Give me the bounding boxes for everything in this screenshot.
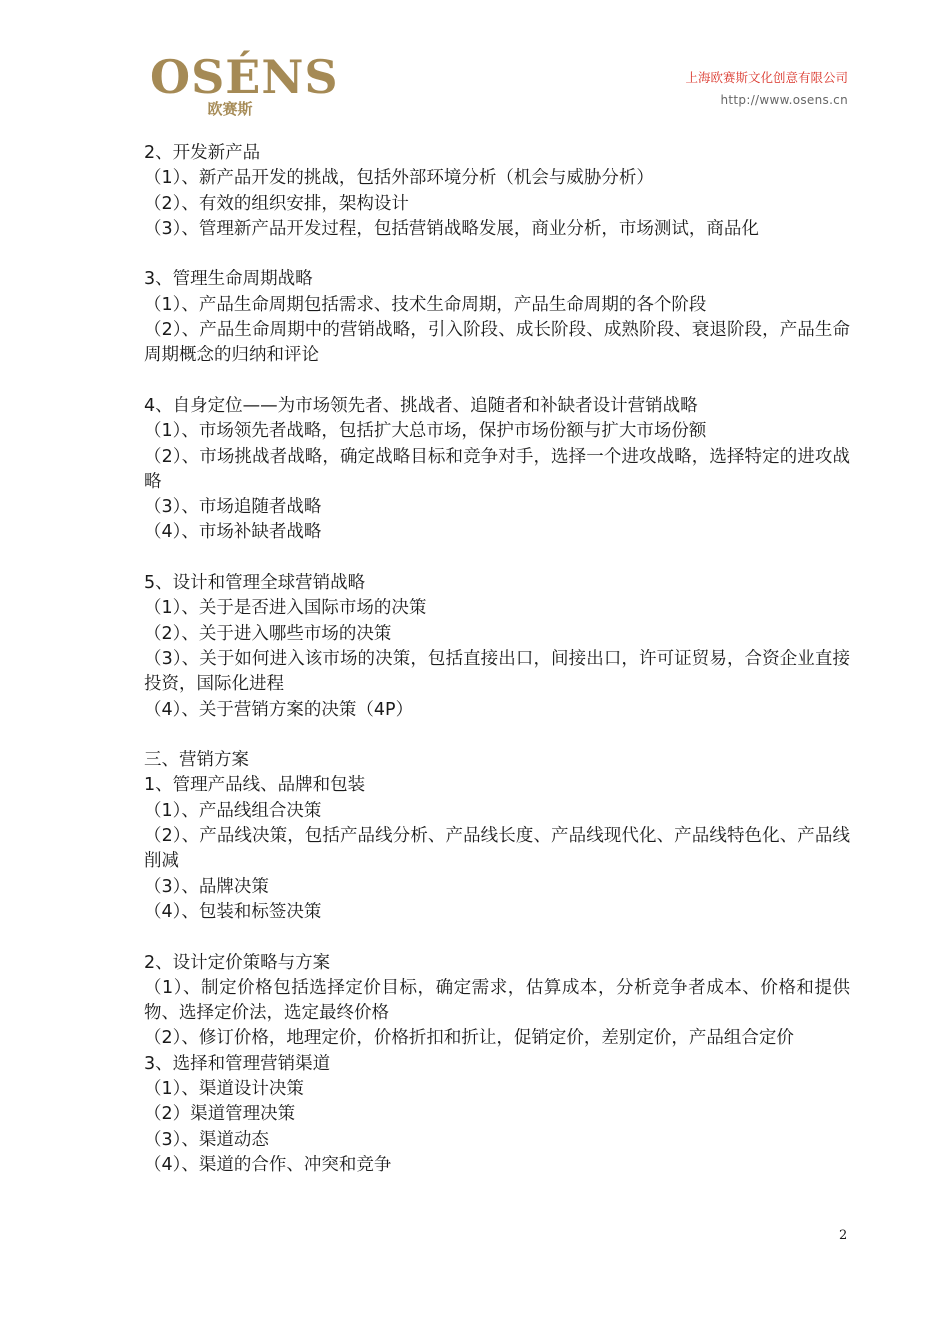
- text-line: （2）、产品线决策，包括产品线分析、产品线长度、产品线现代化、产品线特色化、产品线削减: [144, 826, 850, 872]
- text-line: （4）、市场补缺者战略: [144, 522, 322, 543]
- text-line: （1）、渠道设计决策: [144, 1078, 304, 1099]
- text-line: （2）、关于进入哪些市场的决策: [144, 623, 392, 644]
- text-line: （1）、新产品开发的挑战，包括外部环境分析（机会与威胁分析）: [144, 168, 654, 189]
- paragraph-spacer: [144, 369, 850, 394]
- text-line: （3）、渠道动态: [144, 1129, 269, 1150]
- company-name: 上海欧赛斯文化创意有限公司: [685, 70, 848, 85]
- text-line: （3）、关于如何进入该市场的决策，包括直接出口，间接出口，许可证贸易，合资企业直接投资，国际化进程: [144, 648, 850, 695]
- text-line: 2、设计定价策略与方案: [144, 952, 331, 973]
- text-line: 3、管理生命周期战略: [144, 269, 313, 290]
- company-logo: [150, 50, 339, 118]
- paragraph-spacer: [144, 242, 850, 267]
- page-number: 2: [839, 1228, 848, 1243]
- text-line: （4）、渠道的合作、冲突和竞争: [144, 1154, 392, 1175]
- text-line: （4）、关于营销方案的决策（4P）: [144, 699, 414, 720]
- company-url[interactable]: http://www.osens.cn: [720, 93, 848, 107]
- paragraph-spacer: [144, 925, 850, 950]
- text-line: （1）、产品生命周期包括需求、技术生命周期，产品生命周期的各个阶段: [144, 294, 707, 315]
- text-line: 1、管理产品线、品牌和包装: [144, 775, 366, 796]
- text-line: （2）、市场挑战者战略，确定战略目标和竞争对手，选择一个进攻战略，选择特定的进攻战略: [144, 446, 850, 492]
- text-line: （2）、产品生命周期中的营销战略，引入阶段、成长阶段、成熟阶段、衰退阶段，产品生命周期概念的归纳和评论: [144, 320, 850, 366]
- text-line: （2）、修订价格，地理定价，价格折扣和折让，促销定价，差别定价，产品组合定价: [144, 1028, 794, 1049]
- text-line: （4）、包装和标签决策: [144, 901, 322, 922]
- paragraph-spacer: [144, 546, 850, 571]
- paragraph-spacer: [144, 723, 850, 748]
- text-line: （3）、管理新产品开发过程，包括营销战略发展，商业分析，市场测试，商品化: [144, 218, 759, 239]
- text-line: （2）、有效的组织安排，架构设计: [144, 193, 409, 214]
- text-line: （2）渠道管理决策: [144, 1104, 296, 1125]
- text-line: （1）、关于是否进入国际市场的决策: [144, 598, 427, 619]
- text-line: 4、自身定位——为市场领先者、挑战者、追随者和补缺者设计营销战略: [144, 395, 698, 416]
- logo-wordmark: OSÉNS: [150, 50, 339, 104]
- text-line: （1）、产品线组合决策: [144, 800, 322, 821]
- text-line: （3）、品牌决策: [144, 876, 269, 897]
- logo-chinese-name: 欧赛斯: [207, 100, 253, 118]
- text-line: （1）、制定价格包括选择定价目标，确定需求，估算成本，分析竞争者成本、价格和提供物、选择定价法，选定最终价格: [144, 977, 850, 1024]
- text-line: 5、设计和管理全球营销战略: [144, 573, 366, 594]
- document-body: [144, 141, 850, 1178]
- text-line: （1）、市场领先者战略，包括扩大总市场，保护市场份额与扩大市场份额: [144, 421, 707, 442]
- text-line: 2、开发新产品: [144, 143, 261, 163]
- text-line: 3、选择和管理营销渠道: [144, 1053, 331, 1074]
- text-line: （3）、市场追随者战略: [144, 497, 322, 518]
- text-line: 三、营销方案: [144, 750, 249, 771]
